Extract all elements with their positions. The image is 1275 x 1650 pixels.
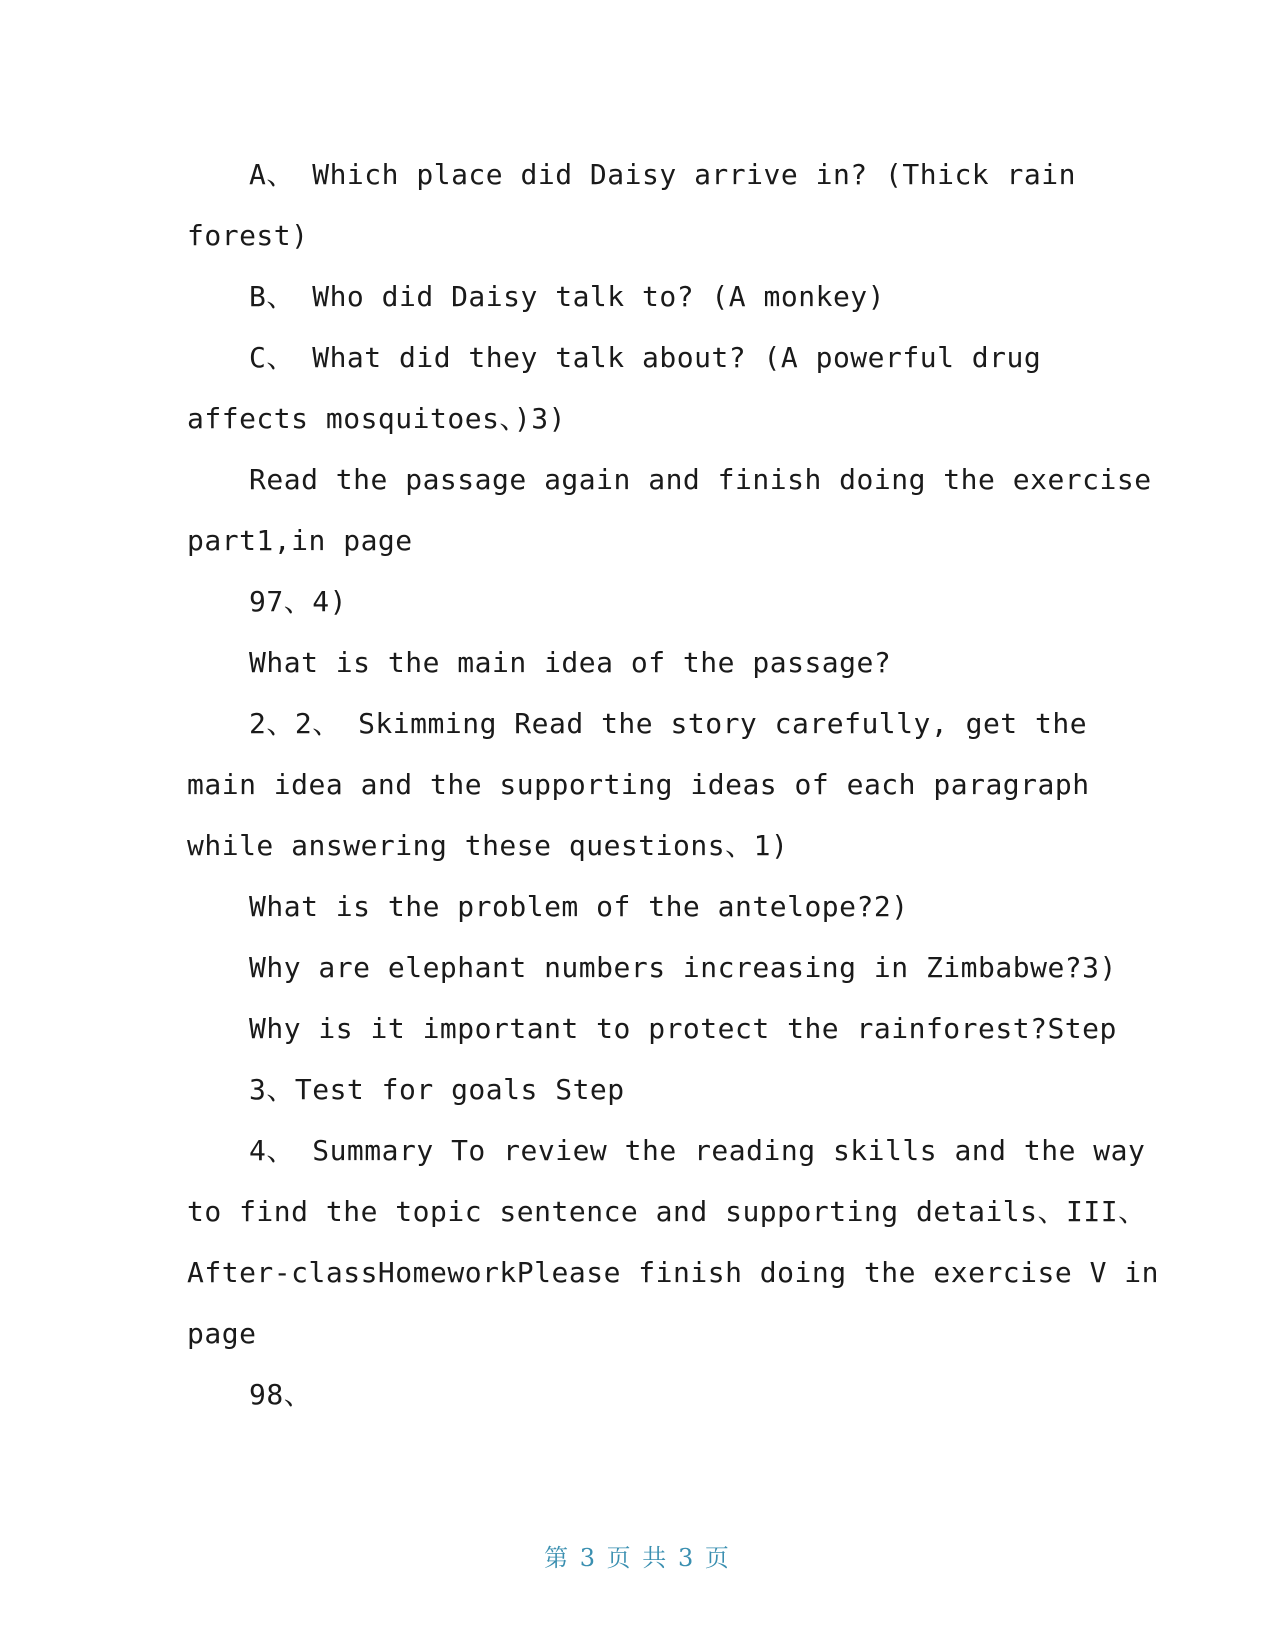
text-line-12: while answering these questions、1) — [187, 829, 789, 862]
text-line-7: part1,in page — [187, 524, 413, 557]
text-line-14: Why are elephant numbers increasing in Zimbabwe?3) — [249, 951, 1117, 984]
text-line-18: to find the topic sentence and supporting details、III、 — [187, 1195, 1147, 1228]
text-line-20: page — [187, 1317, 257, 1350]
text-line-1: A、 Which place did Daisy arrive in? (Thick rain — [249, 158, 1076, 191]
text-line-3: B、 Who did Daisy talk to? (A monkey) — [249, 280, 886, 313]
text-line-9: What is the main idea of the passage? — [249, 646, 892, 679]
text-line-13: What is the problem of the antelope?2) — [249, 890, 909, 923]
text-line-5: affects mosquitoes、)3) — [187, 402, 567, 435]
text-line-10: 2、2、 Skimming Read the story carefully, get the — [249, 707, 1088, 740]
text-line-16: 3、Test for goals Step — [249, 1073, 625, 1106]
text-line-11: main idea and the supporting ideas of each paragraph — [187, 768, 1090, 801]
text-line-6: Read the passage again and finish doing the exercise — [249, 463, 1152, 496]
text-line-15: Why is it important to protect the rainforest?Step — [249, 1012, 1117, 1045]
text-line-8: 97、4) — [249, 585, 347, 618]
text-line-19: After-classHomeworkPlease finish doing the exercise V in — [187, 1256, 1160, 1289]
text-line-17: 4、 Summary To review the reading skills and the way — [249, 1134, 1146, 1167]
text-line-2: forest) — [187, 219, 309, 252]
page-number-footer: 第 3 页 共 3 页 — [544, 1544, 731, 1572]
text-line-21: 98、 — [249, 1378, 313, 1411]
document-body — [187, 144, 1160, 1425]
text-line-4: C、 What did they talk about? (A powerful drug — [249, 341, 1042, 374]
